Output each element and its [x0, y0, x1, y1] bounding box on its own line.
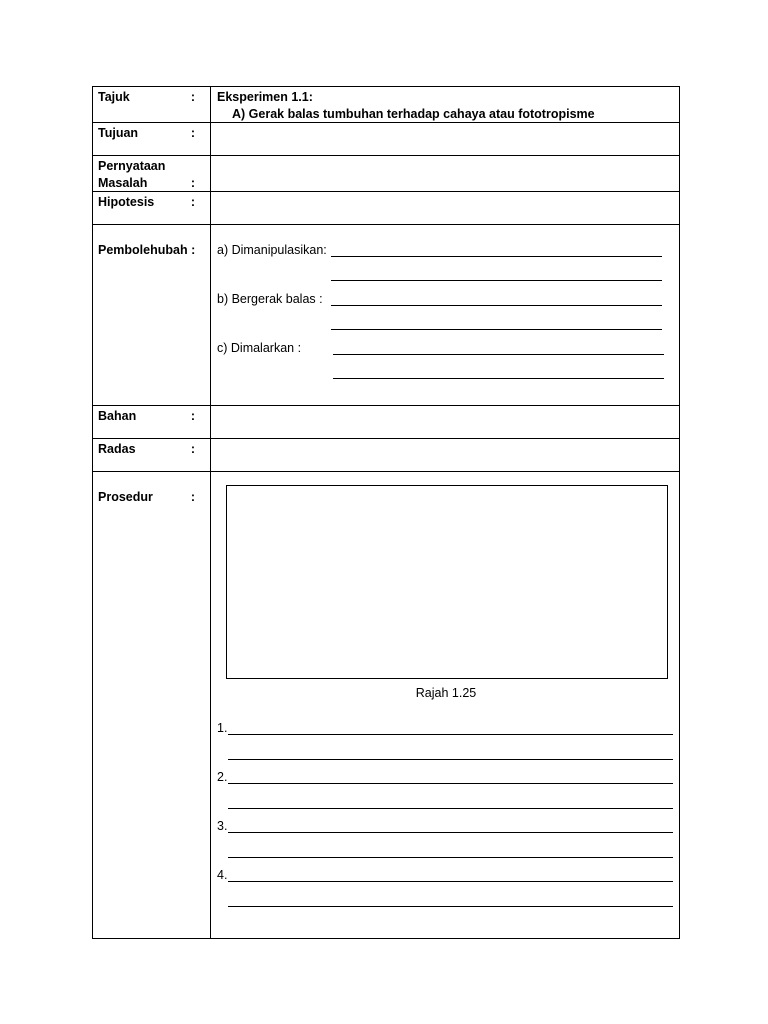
- procedure-step-1-line-2[interactable]: [228, 759, 673, 760]
- procedure-step-4: [211, 866, 681, 890]
- hipotesis-value-cell[interactable]: [211, 192, 680, 225]
- row-bahan: [93, 406, 680, 439]
- pernyataan-colon: :: [190, 175, 195, 190]
- bahan-value-cell[interactable]: [211, 406, 680, 439]
- row-prosedur: [93, 472, 680, 939]
- hipotesis-label-cell: [93, 192, 211, 225]
- experiment-number: Eksperimen 1.1:: [217, 90, 313, 104]
- bahan-label: Bahan: [98, 409, 137, 423]
- procedure-step-3-line-2[interactable]: [228, 857, 673, 858]
- procedure-step-1-number: 1.: [217, 721, 228, 735]
- hipotesis-label: Hipotesis: [98, 195, 155, 209]
- tujuan-value-cell[interactable]: [211, 123, 680, 156]
- row-pembolehubah: [93, 225, 680, 406]
- variable-responding-line-2[interactable]: [331, 329, 662, 330]
- variable-manipulated-line-2[interactable]: [331, 280, 662, 281]
- radas-value-cell[interactable]: [211, 439, 680, 472]
- masalah-label: Masalah: [98, 175, 148, 190]
- procedure-step-2-line-2[interactable]: [228, 808, 673, 809]
- tajuk-value-cell: [211, 87, 680, 123]
- procedure-step-1: [211, 719, 681, 743]
- pembolehubah-label-cell: [93, 225, 211, 406]
- procedure-step-2-number: 2.: [217, 770, 228, 784]
- bahan-label-cell: [93, 406, 211, 439]
- row-pernyataan-masalah: [93, 156, 680, 192]
- procedure-step-4-line-1[interactable]: [228, 881, 673, 882]
- experiment-form-table: [92, 86, 680, 939]
- pernyataan-label-cell: [93, 156, 211, 192]
- row-radas: [93, 439, 680, 472]
- experiment-title: A) Gerak balas tumbuhan terhadap cahaya atau fototropisme: [232, 106, 595, 121]
- row-hipotesis: [93, 192, 680, 225]
- procedure-step-3-line-1[interactable]: [228, 832, 673, 833]
- radas-colon: :: [190, 442, 195, 456]
- tajuk-colon: :: [190, 90, 195, 104]
- hipotesis-colon: :: [190, 195, 195, 209]
- pembolehubah-value-cell: [211, 225, 680, 406]
- variable-controlled-line-1[interactable]: [333, 354, 664, 355]
- procedure-step-4-line-2[interactable]: [228, 906, 673, 907]
- variable-controlled-line-2[interactable]: [333, 378, 664, 379]
- variable-responding-label: b) Bergerak balas :: [217, 292, 323, 306]
- pembolehubah-label: Pembolehubah :: [98, 243, 196, 257]
- tujuan-label-cell: [93, 123, 211, 156]
- procedure-step-2-line-1[interactable]: [228, 783, 673, 784]
- variable-manipulated-label: a) Dimanipulasikan:: [217, 243, 327, 257]
- pernyataan-label: Pernyataan: [98, 159, 166, 173]
- procedure-step-3-number: 3.: [217, 819, 228, 833]
- row-tujuan: [93, 123, 680, 156]
- procedure-step-1-line-1[interactable]: [228, 734, 673, 735]
- prosedur-label-cell: [93, 472, 211, 939]
- procedure-step-2: [211, 768, 681, 792]
- radas-label: Radas: [98, 442, 136, 456]
- variable-manipulated: [211, 239, 681, 263]
- prosedur-label: Prosedur: [98, 490, 153, 504]
- tujuan-label: Tujuan: [98, 126, 139, 140]
- tujuan-colon: :: [190, 126, 195, 140]
- prosedur-value-cell: [211, 472, 680, 939]
- tajuk-label: Tajuk: [98, 90, 130, 104]
- radas-label-cell: [93, 439, 211, 472]
- variable-responding-line-1[interactable]: [331, 305, 662, 306]
- variable-controlled: [211, 337, 681, 361]
- diagram-frame[interactable]: [226, 485, 668, 679]
- tajuk-label-cell: [93, 87, 211, 123]
- bahan-colon: :: [190, 409, 195, 423]
- variable-controlled-label: c) Dimalarkan :: [217, 341, 302, 355]
- pernyataan-value-cell[interactable]: [211, 156, 680, 192]
- procedure-step-3: [211, 817, 681, 841]
- experiment-worksheet: [92, 86, 680, 933]
- variable-responding: [211, 288, 681, 312]
- prosedur-colon: :: [190, 490, 195, 504]
- figure-caption: Rajah 1.25: [415, 686, 477, 700]
- variable-manipulated-line-1[interactable]: [331, 256, 662, 257]
- row-tajuk: [93, 87, 680, 123]
- procedure-step-4-number: 4.: [217, 868, 228, 882]
